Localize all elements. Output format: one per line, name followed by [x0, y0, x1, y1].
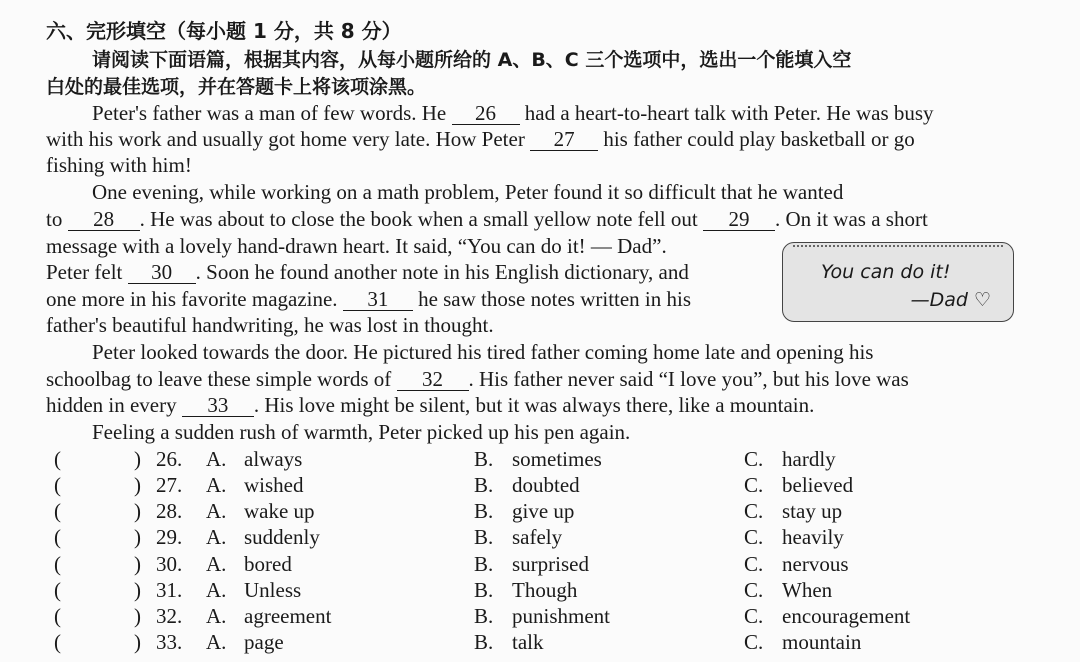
option-c-text: mountain [782, 630, 862, 654]
option-c-text: hardly [782, 447, 836, 471]
section-title: 六、完形填空（每小题 1 分，共 8 分） [46, 19, 402, 43]
note-signature: —Dad ♡ [910, 289, 991, 311]
option-a-text: suddenly [244, 525, 320, 549]
answer-paren-open: ( [54, 630, 61, 654]
option-a-text: wake up [244, 499, 315, 523]
option-a-letter: A. [206, 604, 227, 628]
option-c-letter: C. [744, 499, 764, 523]
option-a-letter: A. [206, 447, 227, 471]
passage-text: . On it was a short [774, 207, 928, 231]
option-a-letter: A. [206, 525, 227, 549]
passage-line [46, 206, 928, 232]
passage-line: Peter looked towards the door. He pictured his tired father coming home late and opening his [92, 340, 874, 364]
question-number: 31. [156, 578, 183, 602]
option-b-letter: B. [474, 604, 494, 628]
option-b-letter: B. [474, 473, 494, 497]
option-a-letter: A. [206, 552, 227, 576]
option-b-text: surprised [512, 552, 589, 576]
option-a-text: always [244, 447, 303, 471]
option-b-text: talk [512, 630, 544, 654]
passage-text: Peter felt [46, 260, 128, 284]
option-c-letter: C. [744, 578, 764, 602]
question-number: 32. [156, 604, 183, 628]
passage-text: one more in his favorite magazine. [46, 287, 343, 311]
option-c-text: heavily [782, 525, 844, 549]
passage-text: . Soon he found another note in his English dictionary, and [195, 260, 689, 284]
passage-text: with his work and usually got home very late. How Peter [46, 127, 531, 151]
option-a-text: Unless [244, 578, 302, 602]
answer-paren-open: ( [54, 552, 61, 576]
option-c-text: believed [782, 473, 854, 497]
option-c-text: stay up [782, 499, 843, 523]
option-b-letter: B. [474, 578, 494, 602]
passage-line [46, 392, 814, 418]
option-c-letter: C. [744, 525, 764, 549]
passage-line: father's beautiful handwriting, he was lost in thought. [46, 313, 494, 337]
passage-text: had a heart-to-heart talk with Peter. He was busy [519, 101, 934, 125]
answer-paren-close: ) [134, 473, 141, 497]
option-b-letter: B. [474, 525, 494, 549]
answer-paren-close: ) [134, 578, 141, 602]
passage-text: to [46, 207, 68, 231]
answer-paren-close: ) [134, 499, 141, 523]
option-b-letter: B. [474, 447, 494, 471]
option-c-letter: C. [744, 447, 764, 471]
option-a-letter: A. [206, 578, 227, 602]
passage-line [46, 286, 691, 312]
option-c-letter: C. [744, 630, 764, 654]
option-b-letter: B. [474, 499, 494, 523]
answer-paren-open: ( [54, 473, 61, 497]
question-number: 28. [156, 499, 183, 523]
blank-33: 33 [182, 394, 254, 417]
option-c-text: nervous [782, 552, 849, 576]
handwritten-note-image [782, 242, 1014, 322]
option-b-text: safely [512, 525, 563, 549]
passage-line [46, 366, 909, 392]
option-a-letter: A. [206, 499, 227, 523]
answer-paren-open: ( [54, 525, 61, 549]
option-b-text: Though [512, 578, 578, 602]
option-c-letter: C. [744, 552, 764, 576]
passage-text: . His love might be silent, but it was always there, like a mountain. [253, 393, 815, 417]
passage-text: his father could play basketball or go [598, 127, 915, 151]
passage-line: Feeling a sudden rush of warmth, Peter picked up his pen again. [92, 420, 631, 444]
option-a-letter: A. [206, 630, 227, 654]
question-number: 26. [156, 447, 183, 471]
option-c-text: encouragement [782, 604, 911, 628]
note-dotted-edge [793, 245, 1003, 247]
answer-paren-close: ) [134, 525, 141, 549]
blank-31: 31 [343, 288, 413, 311]
option-a-letter: A. [206, 473, 227, 497]
question-number: 29. [156, 525, 183, 549]
answer-paren-close: ) [134, 604, 141, 628]
blank-27: 27 [530, 128, 598, 151]
passage-line: message with a lovely hand-drawn heart. It said, “You can do it! — Dad”. [46, 234, 667, 258]
answer-paren-open: ( [54, 499, 61, 523]
answer-paren-close: ) [134, 447, 141, 471]
option-b-letter: B. [474, 552, 494, 576]
option-c-letter: C. [744, 604, 764, 628]
passage-line: One evening, while working on a math problem, Peter found it so difficult that he wanted [92, 180, 844, 204]
option-b-text: sometimes [512, 447, 602, 471]
passage-line [46, 126, 915, 152]
option-b-text: punishment [512, 604, 610, 628]
blank-30: 30 [128, 261, 196, 284]
passage-text: Peter's father was a man of few words. He [92, 101, 452, 125]
question-number: 33. [156, 630, 183, 654]
answer-paren-open: ( [54, 604, 61, 628]
instruction-line-1: 请阅读下面语篇，根据其内容，从每小题所给的 A、B、C 三个选项中，选出一个能填入空 [92, 49, 852, 71]
option-b-letter: B. [474, 630, 494, 654]
option-a-text: page [244, 630, 284, 654]
question-number: 30. [156, 552, 183, 576]
passage-text: . He was about to close the book when a small yellow note fell out [139, 207, 703, 231]
passage-text: he saw those notes written in his [412, 287, 692, 311]
option-b-text: doubted [512, 473, 580, 497]
passage-text: hidden in every [46, 393, 182, 417]
passage-line [46, 259, 689, 285]
blank-32: 32 [397, 368, 469, 391]
option-a-text: bored [244, 552, 292, 576]
blank-26: 26 [452, 102, 520, 125]
answer-paren-close: ) [134, 552, 141, 576]
option-b-text: give up [512, 499, 575, 523]
answer-paren-open: ( [54, 447, 61, 471]
blank-28: 28 [68, 208, 140, 231]
note-message: You can do it! [821, 261, 951, 283]
option-c-letter: C. [744, 473, 764, 497]
passage-line: fishing with him! [46, 153, 192, 177]
option-c-text: When [782, 578, 833, 602]
blank-29: 29 [703, 208, 775, 231]
passage-line [92, 100, 934, 126]
option-a-text: wished [244, 473, 304, 497]
instruction-line-2: 白处的最佳选项，并在答题卡上将该项涂黑。 [46, 76, 427, 98]
passage-text: . His father never said “I love you”, but his love was [468, 367, 909, 391]
passage-text: schoolbag to leave these simple words of [46, 367, 397, 391]
answer-paren-close: ) [134, 630, 141, 654]
option-a-text: agreement [244, 604, 332, 628]
question-number: 27. [156, 473, 183, 497]
answer-paren-open: ( [54, 578, 61, 602]
